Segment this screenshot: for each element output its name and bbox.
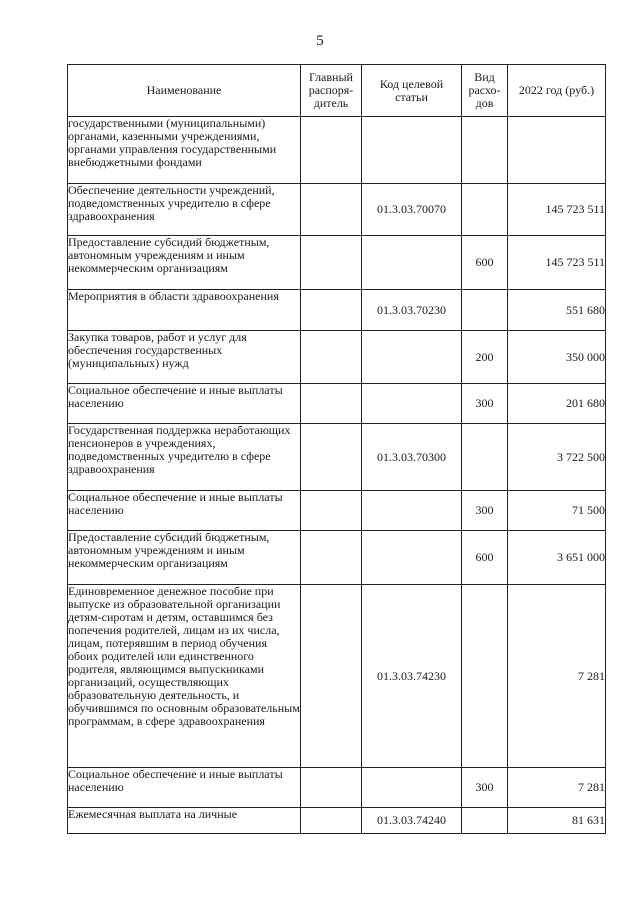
page-number: 5 [316, 33, 324, 49]
row-grbs [301, 117, 362, 184]
table-row [68, 585, 606, 768]
row-sum: 145 723 511 [508, 184, 606, 236]
budget-table [67, 64, 606, 834]
row-grbs [301, 808, 362, 834]
row-code [362, 768, 462, 808]
row-code: 01.3.03.70300 [362, 424, 462, 491]
row-vid [462, 808, 508, 834]
header-code: Код целевой статьи [362, 65, 462, 117]
row-sum: 3 722 500 [508, 424, 606, 491]
table-row [68, 384, 606, 424]
row-vid [462, 184, 508, 236]
row-code: 01.3.03.70070 [362, 184, 462, 236]
row-sum: 551 680 [508, 290, 606, 331]
row-code [362, 384, 462, 424]
row-name: Обеспечение деятельности учреждений, подведомственных учредителю в сфере здравоохранения [68, 184, 301, 236]
row-name: государственными (муниципальными) органами, казенными учреждениями, органами управления государственными внебюджетными фондами [68, 117, 301, 184]
row-sum: 350 000 [508, 331, 606, 384]
table-row [68, 808, 606, 834]
row-name: Государственная поддержка неработающих пенсионеров в учреждениях, подведомственных учредителю в сфере здравоохранения [68, 424, 301, 491]
row-code [362, 117, 462, 184]
row-sum: 81 631 [508, 808, 606, 834]
row-grbs [301, 236, 362, 290]
table-row [68, 331, 606, 384]
row-name: Единовременное денежное пособие при выпуске из образовательной организации детям-сиротам и детям, оставшимся без попечения родителей, лицам из их числа, лицам, потерявшим в период обучения обоих родителей или единственного родителя, являющимся выпускниками организаций, осуществляющих образовательную деятельность, и обучившимся по основным образовательным программам, в сфере здравоохранения [68, 585, 301, 768]
row-vid [462, 424, 508, 491]
row-name: Социальное обеспечение и иные выплаты населению [68, 384, 301, 424]
row-name: Предоставление субсидий бюджетным, автономным учреждениям и иным некоммерческим организациям [68, 236, 301, 290]
row-vid: 200 [462, 331, 508, 384]
row-vid: 300 [462, 491, 508, 531]
row-vid: 600 [462, 236, 508, 290]
row-name: Мероприятия в области здравоохранения [68, 290, 301, 331]
table-row [68, 531, 606, 585]
row-name: Закупка товаров, работ и услуг для обеспечения государственных (муниципальных) нужд [68, 331, 301, 384]
table-row [68, 768, 606, 808]
row-sum: 3 651 000 [508, 531, 606, 585]
table-header-row [68, 65, 606, 117]
row-vid: 300 [462, 384, 508, 424]
row-code [362, 491, 462, 531]
row-code: 01.3.03.74230 [362, 585, 462, 768]
table-row [68, 424, 606, 491]
row-grbs [301, 491, 362, 531]
row-vid: 300 [462, 768, 508, 808]
row-grbs [301, 184, 362, 236]
row-vid: 600 [462, 531, 508, 585]
table-row [68, 117, 606, 184]
row-name: Предоставление субсидий бюджетным, автономным учреждениям и иным некоммерческим организациям [68, 531, 301, 585]
row-sum [508, 117, 606, 184]
row-code: 01.3.03.74240 [362, 808, 462, 834]
table-row [68, 184, 606, 236]
row-grbs [301, 384, 362, 424]
table-row [68, 491, 606, 531]
row-grbs [301, 290, 362, 331]
row-code: 01.3.03.70230 [362, 290, 462, 331]
header-grbs: Главный распоря-дитель [301, 65, 362, 117]
row-name: Ежемесячная выплата на личные [68, 808, 301, 834]
row-grbs [301, 331, 362, 384]
row-vid [462, 117, 508, 184]
header-vid: Вид расхо-дов [462, 65, 508, 117]
row-sum: 201 680 [508, 384, 606, 424]
table-row [68, 290, 606, 331]
row-grbs [301, 424, 362, 491]
row-sum: 145 723 511 [508, 236, 606, 290]
row-sum: 7 281 [508, 585, 606, 768]
header-sum: 2022 год (руб.) [508, 65, 606, 117]
row-grbs [301, 585, 362, 768]
row-sum: 71 500 [508, 491, 606, 531]
row-vid [462, 290, 508, 331]
row-name: Социальное обеспечение и иные выплаты населению [68, 768, 301, 808]
row-vid [462, 585, 508, 768]
row-code [362, 236, 462, 290]
row-name: Социальное обеспечение и иные выплаты населению [68, 491, 301, 531]
row-grbs [301, 531, 362, 585]
row-grbs [301, 768, 362, 808]
row-code [362, 331, 462, 384]
header-name: Наименование [68, 65, 301, 117]
row-code [362, 531, 462, 585]
row-sum: 7 281 [508, 768, 606, 808]
table-row [68, 236, 606, 290]
